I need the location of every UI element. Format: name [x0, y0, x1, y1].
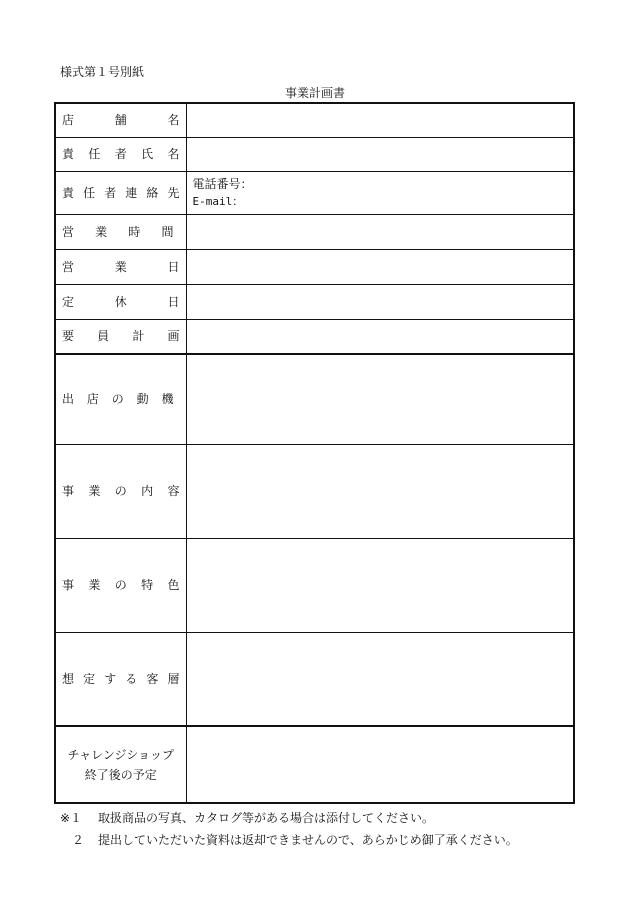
label-line-2: 終了後の予定	[84, 767, 157, 782]
label-manager-contact	[55, 171, 186, 214]
value-manager-name[interactable]	[186, 137, 574, 171]
label-post-shop-plan	[55, 726, 186, 803]
value-business-content[interactable]	[186, 444, 574, 538]
value-store-name[interactable]	[186, 103, 574, 137]
row-business-hours	[55, 214, 574, 249]
value-business-features[interactable]	[186, 538, 574, 632]
row-business-features	[55, 538, 574, 632]
business-plan-table	[54, 102, 575, 804]
label-staffing-plan	[55, 319, 186, 354]
row-business-content	[55, 444, 574, 538]
label-opening-motive	[55, 354, 186, 444]
value-opening-motive[interactable]	[186, 354, 574, 444]
notes	[60, 807, 518, 851]
note-2	[60, 829, 518, 851]
note-1	[60, 807, 518, 829]
note-text: 取扱商品の写真、カタログ等がある場合は添付してください。	[98, 811, 435, 825]
label-text: 責 任 者 連 絡 先	[62, 185, 180, 200]
row-store-name	[55, 103, 574, 137]
value-target-customers[interactable]	[186, 632, 574, 726]
label-text: 営 業 日	[62, 259, 180, 274]
value-post-shop-plan[interactable]	[186, 726, 574, 803]
label-text: 店 舗 名	[62, 113, 180, 128]
label-text: 想 定 す る 客 層	[62, 671, 180, 686]
label-business-days	[55, 249, 186, 284]
value-business-hours[interactable]	[186, 214, 574, 249]
label-business-hours	[55, 214, 186, 249]
row-manager-contact	[55, 171, 574, 214]
label-manager-name	[55, 137, 186, 171]
form-number: 様式第１号別紙	[60, 65, 145, 79]
label-target-customers	[55, 632, 186, 726]
row-staffing-plan	[55, 319, 574, 354]
phone-label: 電話番号：	[192, 176, 253, 191]
row-regular-holiday	[55, 284, 574, 319]
note-text: 提出していただいた資料は返却できませんので、あらかじめ御了承ください。	[98, 833, 518, 847]
row-manager-name	[55, 137, 574, 171]
label-store-name	[55, 103, 186, 137]
value-staffing-plan[interactable]	[186, 319, 574, 354]
value-business-days[interactable]	[186, 249, 574, 284]
email-label: E-mail：	[192, 194, 244, 208]
label-text: 定 休 日	[62, 294, 180, 309]
label-business-features	[55, 538, 186, 632]
value-manager-contact[interactable]	[186, 171, 574, 214]
label-text: 出 店 の 動 機	[62, 392, 174, 407]
label-text: 営 業 時 間	[62, 224, 174, 239]
label-business-content	[55, 444, 186, 538]
row-post-shop-plan	[55, 726, 574, 803]
note-mark: ２	[71, 833, 84, 847]
label-text: 事 業 の 特 色	[62, 578, 180, 592]
label-text: 責 任 者 氏 名	[62, 147, 180, 161]
value-regular-holiday[interactable]	[186, 284, 574, 319]
row-target-customers	[55, 632, 574, 726]
label-regular-holiday	[55, 284, 186, 319]
row-business-days	[55, 249, 574, 284]
label-text: 事 業 の 内 容	[62, 484, 180, 498]
document-title: 事業計画書	[284, 86, 345, 100]
label-line-1: チャレンジショップ	[67, 747, 174, 762]
row-opening-motive	[55, 354, 574, 444]
label-text: 要 員 計 画	[62, 329, 180, 344]
note-mark: ※１	[60, 811, 83, 825]
